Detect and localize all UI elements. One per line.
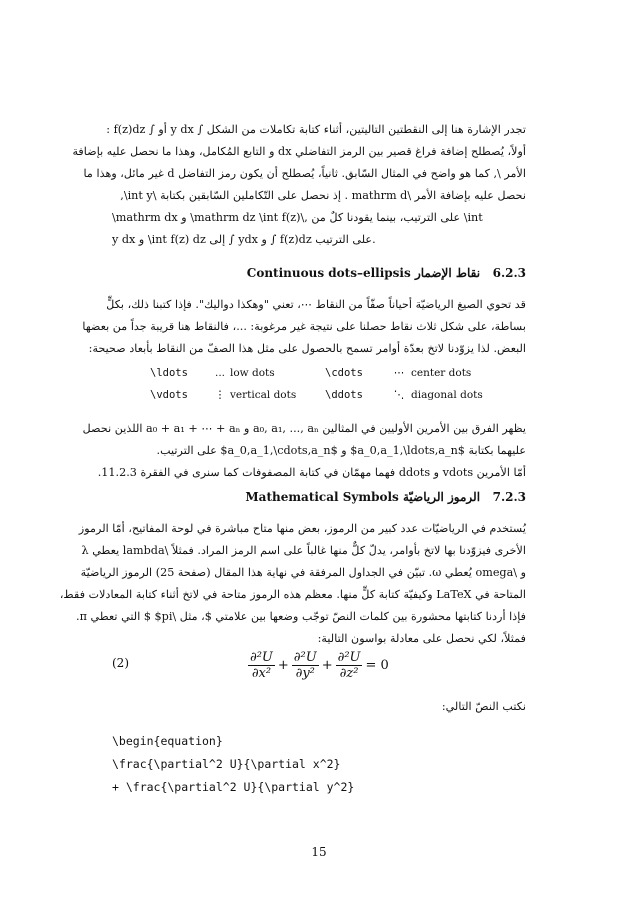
numerator: ∂²U [250,650,273,665]
section-title-ar: الرموز الرياضيّة [402,490,481,504]
section-title-en: Continuous dots–ellipsis [246,266,411,280]
paragraph1-line: الأمر \, كما هو واضح في المثال السّابق. ثانياً، يُصطلح أن يكون رمز التفاضل d غير مائل، وهذا ما [83,167,526,180]
poisson-equation: $\frac{\text{∂²U}}{\text{∂x²}}$ + $\frac{\text{∂²U}}{\text{∂y²}}$ + $\frac{\text{∂²U}}{\text{∂z²}}$ = 0 [250,650,389,681]
paragraph4-line: فإذا أردنا كتابتها محشورة بين كلمات النصّ توجّب وضعها بين علامتي $، مثل \pi$ $ التي تعطي π. [76,610,526,623]
fraction [336,650,363,681]
table-row [150,384,490,406]
paragraph4-line: و \omega يُعطي ω. تبيّن في الجداول المرفقة في نهاية هذا المقال (صفحة 25) الرموز الرياضيّة [80,566,526,579]
equation-rhs: = 0 [365,658,389,673]
table-cell: \ddots [325,389,363,401]
paragraph4-line: فمثلاً، لكي نحصل على معادلة بواسون التالية: [317,632,526,645]
table-cell: ⋮ [214,389,226,401]
table-row [150,362,490,384]
code-line: + \frac{\partial^2 U}{\partial y^2} [112,780,355,794]
paragraph3-line: عليهما بكتابة $a_0,a_1,\ldots,a_n$ و $a_0,a_1,\cdots,a_n$ على الترتيب. [156,444,526,457]
paragraph2-line: قد تحوي الصيغ الرياضيّة أحياناً صفّاً من النقاط ⋯، تعني "وهكذا دواليك". فإذا كتبنا ذلك، بكلٍّ [106,298,526,311]
numerator: ∂²U [337,650,361,665]
section-title-ar: نقاط الإضمار [414,266,481,280]
table-cell: ⋱ [393,389,405,401]
paragraph5-line: نكتب النصّ التالي: [441,700,526,713]
fraction [248,650,275,681]
table-cell: center dots [411,367,472,379]
section-number: 7.2.3 [492,490,526,504]
equation-number: (2) [112,656,129,670]
paragraph3-line: يظهر الفرق بين الأمرين الأوليين في المثالين a₀, a₁, ..., aₙ و a₀ + a₁ + ⋯ + aₙ اللذين نحصل [82,422,526,435]
page-number: 15 [311,845,327,859]
denominator: ∂x² [251,666,272,681]
table-cell: \vdots [150,389,188,401]
section-number: 6.2.3 [492,266,526,280]
paragraph1-line: نحصل عليه بإضافة الأمر \mathrm d . إذ نحصل على التّكاملين السّابقين بكتابة \int y\, [120,189,526,202]
paragraph4-line: يُستخدم في الرياضيّات عدد كبير من الرموز، بعض منها متاح مباشرة في لوحة المفاتيح، أمّا الرموز [78,522,526,535]
paragraph1-line: أولاً، يُصطلح إضافة فراغ قصير بين الرمز التفاضلي dx و التابع المُكامل، وهذا ما نحصل عليه بإضافة [72,145,526,158]
table-cell: vertical dots [230,389,297,401]
paragraph3-line: أمّا الأمرين vdots و ddots فهما مهمّان في كتابة المصفوفات كما سنرى في الفقرة 11.2.3. [97,466,526,479]
paragraph1-line: تجدر الإشارة هنا إلى النقطتين التاليتين، أثناء كتابة تكاملات من الشكل ∫ y dx أو ∫ f(z)dz : [106,123,526,136]
fraction [292,650,319,681]
denominator: ∂z² [339,666,359,681]
table-cell: low dots [230,367,275,379]
paragraph1-line: y dx و \int f(z) dz إلى ∫ ydx و ∫ f(z)dz على الترتيب. [112,233,376,246]
code-line: \begin{equation} [112,734,223,748]
paragraph2-line: البعض. لذا يزوّدنا لاتخ بعدّة أوامر تسمح بالحصول على مثل هذا الصفّ من النقاط بأبعاد صحيحة: [88,342,526,355]
section-heading [245,490,526,504]
denominator: ∂y² [295,666,315,681]
paragraph2-line: بساطة، على شكل ثلاث نقاط حصلنا على نتيجة غير مرغوبة: ...، فالنقاط هنا قريبة جداً من بعضها [82,320,526,333]
table-cell: \cdots [325,367,363,379]
table-cell: ... [214,367,225,379]
code-line: \frac{\partial^2 U}{\partial x^2} [112,757,341,771]
table-cell: ⋯ [393,367,405,379]
paragraph4-line: المتاحة في LaTeX وكيفيّة كتابة كلٍّ منها. معظم هذه الرموز متاحة في لاتخ أثناء كتابة المعادلات فقط، [59,588,526,601]
section-heading [247,266,526,280]
table-cell: diagonal dots [411,389,483,401]
paragraph1-line: \mathrm dx و \mathrm dz \int f(z)\, على الترتيب، بينما يقودنا كلٌ من \int [112,211,483,224]
paragraph4-line: الأخرى فيزوّدنا بها لاتخ بأوامر، يدلّ كلٌّ منها غالباً على اسم الرمز المراد. فمثلاً \lambda يعطي λ [81,544,526,557]
table-cell: \ldots [150,367,188,379]
section-title-en: Mathematical Symbols [245,490,399,504]
numerator: ∂²U [293,650,317,665]
dots-table [150,362,490,406]
